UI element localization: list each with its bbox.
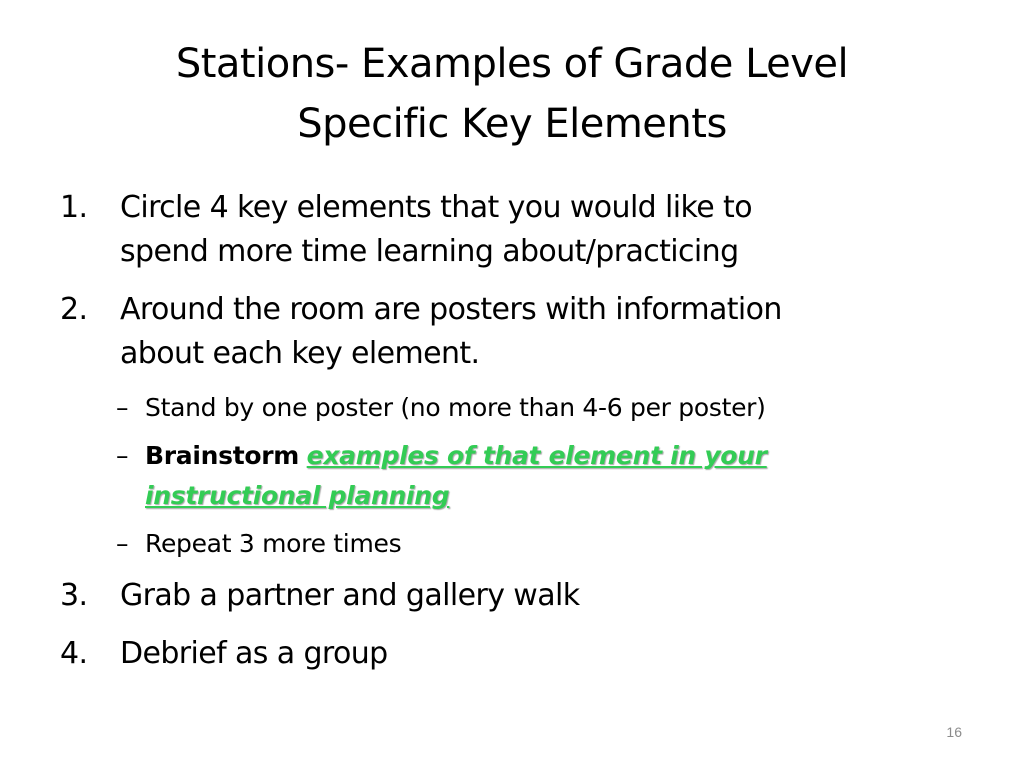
list-item-2	[56, 288, 976, 376]
slide-title	[60, 34, 964, 154]
sub-item-text: Repeat 3 more times	[145, 529, 402, 558]
list-number: 4.	[60, 636, 88, 671]
slide-title-line-1: Stations- Examples of Grade Level	[175, 41, 849, 87]
page-number: 16	[946, 724, 962, 740]
dash-bullet: –	[116, 529, 129, 558]
sub-item-repeat	[56, 524, 976, 564]
slide-title-line-2: Specific Key Elements	[297, 101, 727, 147]
list-item-4	[56, 632, 976, 676]
dash-bullet: –	[116, 393, 129, 422]
list-item-1	[56, 186, 976, 274]
brainstorm-link-line-2[interactable]: instructional planning	[145, 481, 450, 510]
list-number: 1.	[60, 190, 88, 225]
list-number: 3.	[60, 578, 88, 613]
slide-body	[56, 186, 976, 676]
list-item-text-line-2: spend more time learning about/practicing	[120, 234, 739, 269]
sub-item-brainstorm	[56, 436, 976, 516]
list-item-text: Debrief as a group	[120, 636, 388, 671]
list-item-3	[56, 574, 976, 618]
brainstorm-link-line-1[interactable]: examples of that element in your	[306, 441, 767, 470]
list-item-text-line-1: Around the room are posters with information	[120, 292, 782, 327]
list-item-text-line-2: about each key element.	[120, 336, 480, 371]
sub-item-text: Stand by one poster (no more than 4-6 per poster)	[145, 393, 766, 422]
dash-bullet: –	[116, 441, 129, 470]
sub-item-stand	[56, 388, 976, 428]
brainstorm-label: Brainstorm	[145, 441, 300, 470]
list-number: 2.	[60, 292, 88, 327]
list-item-text-line-1: Circle 4 key elements that you would like to	[120, 190, 752, 225]
list-item-text: Grab a partner and gallery walk	[120, 578, 580, 613]
